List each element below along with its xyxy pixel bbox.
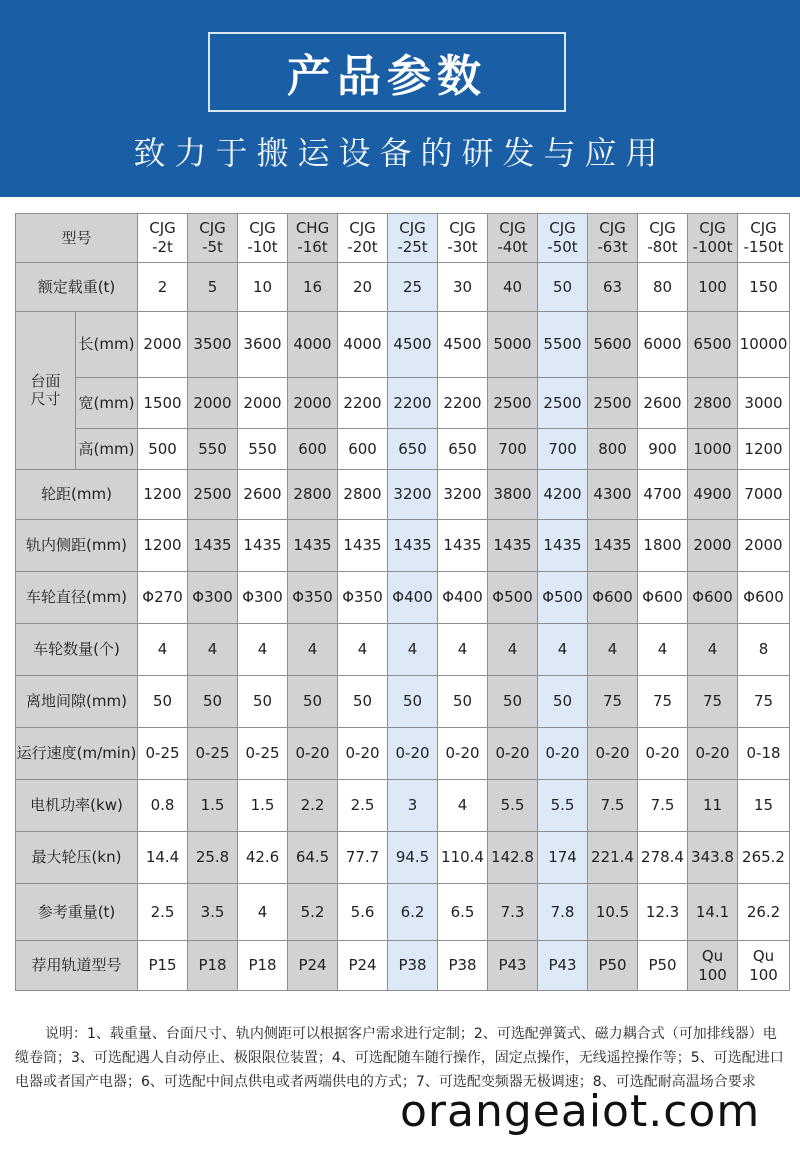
value-cell: 4900 <box>688 470 738 520</box>
value-cell: 3600 <box>238 312 288 378</box>
row-label: 离地间隙(mm) <box>16 676 138 728</box>
model-series: CJG <box>349 219 376 237</box>
row-label: 荐用轨道型号 <box>16 941 138 991</box>
row-label: 参考重量(t) <box>16 884 138 941</box>
value-cell: Φ400 <box>388 572 438 624</box>
table-row <box>16 429 790 470</box>
value-cell: 0-20 <box>338 728 388 780</box>
value-cell: 1435 <box>388 520 438 572</box>
value-cell: 4 <box>138 624 188 676</box>
value-cell: 1500 <box>138 378 188 429</box>
value-cell: 2.5 <box>338 780 388 832</box>
value-cell: 50 <box>488 676 538 728</box>
title-box <box>208 32 566 112</box>
value-cell: P50 <box>588 941 638 991</box>
value-cell <box>688 941 738 991</box>
value-cell: 2500 <box>488 378 538 429</box>
model-capacity: -10t <box>247 238 278 256</box>
value-cell: 1200 <box>138 470 188 520</box>
value-cell: 2500 <box>188 470 238 520</box>
row-label: 轮距(mm) <box>16 470 138 520</box>
value-cell: 1.5 <box>238 780 288 832</box>
model-cell <box>488 214 538 263</box>
value-cell: 5.2 <box>288 884 338 941</box>
value-cell: 150 <box>738 263 790 312</box>
model-label: 型号 <box>16 214 138 263</box>
value-cell: 40 <box>488 263 538 312</box>
value-cell: 15 <box>738 780 790 832</box>
value-cell: 2800 <box>338 470 388 520</box>
value-cell: P38 <box>388 941 438 991</box>
table-row <box>16 676 790 728</box>
value-cell: 4700 <box>638 470 688 520</box>
model-series: CJG <box>599 219 626 237</box>
value-cell: 63 <box>588 263 638 312</box>
value-cell: 3000 <box>738 378 790 429</box>
value-cell: 1200 <box>738 429 790 470</box>
row-label: 轨内侧距(mm) <box>16 520 138 572</box>
value-cell: 0-25 <box>138 728 188 780</box>
model-series: CJG <box>399 219 426 237</box>
value-cell: 2200 <box>438 378 488 429</box>
value-cell: 3800 <box>488 470 538 520</box>
value-cell: 8 <box>738 624 790 676</box>
model-capacity: -2t <box>152 238 173 256</box>
value-cell: 1200 <box>138 520 188 572</box>
value-cell: 1000 <box>688 429 738 470</box>
value-cell: 4 <box>538 624 588 676</box>
value-cell: 25 <box>388 263 438 312</box>
model-series: CJG <box>249 219 276 237</box>
value-text: Qu 100 <box>698 946 727 984</box>
value-cell: 2200 <box>388 378 438 429</box>
value-cell: 2800 <box>288 470 338 520</box>
value-cell: 2000 <box>738 520 790 572</box>
value-cell: 0-20 <box>388 728 438 780</box>
value-cell: 7.3 <box>488 884 538 941</box>
table-row <box>16 378 790 429</box>
value-cell: 94.5 <box>388 832 438 884</box>
row-label: 最大轮压(kn) <box>16 832 138 884</box>
model-capacity: -150t <box>743 238 784 256</box>
value-cell: 5600 <box>588 312 638 378</box>
notes-text: 说明：1、载重量、台面尺寸、轨内侧距可以根据客户需求进行定制；2、可选配弹簧式、磁力耦合式（可加排线器）电缆卷筒；3、可选配遇人自动停止、极限限位装置；4、可选配随车随行操作，固定点操作，无线遥控操作等；5、可选配进口电器或者国产电器；6、可选配中间点供电或者两端供电的方式；7、可选配变频器无极调速；8、可选配耐高温场合要求 <box>15 1026 784 1090</box>
value-cell: 1435 <box>588 520 638 572</box>
value-cell: 0-20 <box>688 728 738 780</box>
value-cell: 1435 <box>538 520 588 572</box>
model-capacity: -50t <box>547 238 578 256</box>
value-cell: 42.6 <box>238 832 288 884</box>
value-cell: P24 <box>288 941 338 991</box>
value-cell: Φ600 <box>588 572 638 624</box>
value-cell: 0-20 <box>538 728 588 780</box>
model-cell <box>238 214 288 263</box>
value-cell: 700 <box>488 429 538 470</box>
value-cell: 4 <box>238 624 288 676</box>
table-row <box>16 832 790 884</box>
value-cell: 600 <box>288 429 338 470</box>
value-cell: 1435 <box>488 520 538 572</box>
model-cell <box>438 214 488 263</box>
value-cell: 4 <box>338 624 388 676</box>
value-cell: 75 <box>638 676 688 728</box>
value-cell: 0-18 <box>738 728 790 780</box>
model-cell <box>538 214 588 263</box>
value-cell: 50 <box>188 676 238 728</box>
platform-size-label <box>16 312 76 470</box>
value-cell: 10 <box>238 263 288 312</box>
value-cell: 3200 <box>438 470 488 520</box>
value-cell: 7.5 <box>638 780 688 832</box>
value-cell: 11 <box>688 780 738 832</box>
model-capacity: -5t <box>202 238 223 256</box>
value-cell: Φ600 <box>638 572 688 624</box>
value-cell: 5 <box>188 263 238 312</box>
value-cell: 4200 <box>538 470 588 520</box>
value-cell: 64.5 <box>288 832 338 884</box>
value-cell: 2000 <box>688 520 738 572</box>
value-cell: 1435 <box>288 520 338 572</box>
value-cell: 4 <box>438 624 488 676</box>
value-cell: Φ600 <box>738 572 790 624</box>
model-cell <box>338 214 388 263</box>
value-cell: 14.4 <box>138 832 188 884</box>
value-cell: 110.4 <box>438 832 488 884</box>
model-cell <box>688 214 738 263</box>
page-title: 产品参数 <box>287 51 487 102</box>
value-cell: 2.2 <box>288 780 338 832</box>
value-cell: P43 <box>488 941 538 991</box>
platform-size-text: 台面尺寸 <box>30 372 61 408</box>
value-cell: 50 <box>288 676 338 728</box>
value-cell: 20 <box>338 263 388 312</box>
value-cell: 4 <box>388 624 438 676</box>
value-cell: 5.6 <box>338 884 388 941</box>
value-cell: 1435 <box>238 520 288 572</box>
value-cell: 550 <box>188 429 238 470</box>
value-cell: 650 <box>388 429 438 470</box>
value-cell: 25.8 <box>188 832 238 884</box>
value-cell: 50 <box>538 263 588 312</box>
row-label: 长(mm) <box>76 312 138 378</box>
value-cell: 2600 <box>638 378 688 429</box>
value-cell: 4 <box>438 780 488 832</box>
value-cell: 2600 <box>238 470 288 520</box>
value-cell: 100 <box>688 263 738 312</box>
value-cell: 3 <box>388 780 438 832</box>
value-cell: P43 <box>538 941 588 991</box>
value-cell: Φ300 <box>238 572 288 624</box>
value-cell: Φ500 <box>488 572 538 624</box>
value-cell: 14.1 <box>688 884 738 941</box>
value-cell: 1.5 <box>188 780 238 832</box>
value-cell: 4 <box>688 624 738 676</box>
table-row <box>16 941 790 991</box>
row-label: 车轮直径(mm) <box>16 572 138 624</box>
value-cell: Φ600 <box>688 572 738 624</box>
row-label: 额定载重(t) <box>16 263 138 312</box>
value-cell: 10000 <box>738 312 790 378</box>
value-cell: 4 <box>488 624 538 676</box>
spec-table <box>15 213 790 991</box>
value-cell: 7.5 <box>588 780 638 832</box>
value-cell: 5.5 <box>488 780 538 832</box>
value-cell: 80 <box>638 263 688 312</box>
value-cell: P38 <box>438 941 488 991</box>
value-cell: 0-20 <box>488 728 538 780</box>
value-cell: 5.5 <box>538 780 588 832</box>
value-cell: 30 <box>438 263 488 312</box>
model-capacity: -100t <box>692 238 733 256</box>
model-capacity: -20t <box>347 238 378 256</box>
value-cell: 6500 <box>688 312 738 378</box>
value-cell: 700 <box>538 429 588 470</box>
value-cell: 3200 <box>388 470 438 520</box>
value-cell: P15 <box>138 941 188 991</box>
value-cell: 50 <box>138 676 188 728</box>
value-cell: 0-20 <box>438 728 488 780</box>
value-cell: 50 <box>538 676 588 728</box>
value-cell: 10.5 <box>588 884 638 941</box>
value-cell: 2200 <box>338 378 388 429</box>
table-row <box>16 728 790 780</box>
value-cell: 0-20 <box>288 728 338 780</box>
value-cell: 50 <box>338 676 388 728</box>
model-cell <box>288 214 338 263</box>
value-cell: 75 <box>688 676 738 728</box>
value-text: Qu 100 <box>749 946 778 984</box>
value-cell: Φ350 <box>338 572 388 624</box>
value-cell: 6.2 <box>388 884 438 941</box>
table-row <box>16 884 790 941</box>
value-cell: 650 <box>438 429 488 470</box>
value-cell: 800 <box>588 429 638 470</box>
value-cell: 4 <box>238 884 288 941</box>
model-cell <box>638 214 688 263</box>
value-cell: 600 <box>338 429 388 470</box>
value-cell: 0-20 <box>588 728 638 780</box>
model-series: CJG <box>499 219 526 237</box>
value-cell: 2500 <box>538 378 588 429</box>
value-cell: 2.5 <box>138 884 188 941</box>
value-cell: 5000 <box>488 312 538 378</box>
row-label: 电机功率(kw) <box>16 780 138 832</box>
value-cell: 900 <box>638 429 688 470</box>
value-cell: 2000 <box>288 378 338 429</box>
model-series: CJG <box>449 219 476 237</box>
value-cell: 5500 <box>538 312 588 378</box>
value-cell: 174 <box>538 832 588 884</box>
value-cell: Φ500 <box>538 572 588 624</box>
model-capacity: -30t <box>447 238 478 256</box>
value-cell: 1435 <box>338 520 388 572</box>
value-cell: P50 <box>638 941 688 991</box>
value-cell: 4500 <box>388 312 438 378</box>
value-cell: 4000 <box>288 312 338 378</box>
table-row <box>16 624 790 676</box>
model-capacity: -40t <box>497 238 528 256</box>
value-cell: P24 <box>338 941 388 991</box>
row-label: 宽(mm) <box>76 378 138 429</box>
value-cell: Φ270 <box>138 572 188 624</box>
model-capacity: -25t <box>397 238 428 256</box>
model-series: CJG <box>549 219 576 237</box>
model-cell <box>588 214 638 263</box>
value-cell: Φ300 <box>188 572 238 624</box>
value-cell: 75 <box>588 676 638 728</box>
value-cell: Φ350 <box>288 572 338 624</box>
value-cell: 3500 <box>188 312 238 378</box>
model-cell <box>138 214 188 263</box>
value-cell: 278.4 <box>638 832 688 884</box>
row-label: 车轮数量(个) <box>16 624 138 676</box>
value-cell: 0-25 <box>238 728 288 780</box>
value-cell: P18 <box>238 941 288 991</box>
value-cell: 0.8 <box>138 780 188 832</box>
value-cell: 75 <box>738 676 790 728</box>
page-subtitle: 致力于搬运设备的研发与应用 <box>133 134 667 172</box>
value-cell: 2800 <box>688 378 738 429</box>
value-cell <box>738 941 790 991</box>
row-label: 高(mm) <box>76 429 138 470</box>
model-cell <box>738 214 790 263</box>
table-row <box>16 263 790 312</box>
value-cell: 1435 <box>188 520 238 572</box>
value-cell: 500 <box>138 429 188 470</box>
value-cell: 2000 <box>188 378 238 429</box>
value-cell: 2 <box>138 263 188 312</box>
model-cell <box>188 214 238 263</box>
table-row <box>16 214 790 263</box>
value-cell: 16 <box>288 263 338 312</box>
model-series: CJG <box>149 219 176 237</box>
model-cell <box>388 214 438 263</box>
model-capacity: -80t <box>647 238 678 256</box>
value-cell: 50 <box>388 676 438 728</box>
model-capacity: -16t <box>297 238 328 256</box>
value-cell: 26.2 <box>738 884 790 941</box>
table-row <box>16 470 790 520</box>
value-cell: 6.5 <box>438 884 488 941</box>
value-cell: 0-20 <box>638 728 688 780</box>
value-cell: 221.4 <box>588 832 638 884</box>
watermark: orangeaiot.com <box>400 1086 761 1137</box>
table-row <box>16 572 790 624</box>
value-cell: 4 <box>288 624 338 676</box>
model-series: CJG <box>199 219 226 237</box>
table-row <box>16 780 790 832</box>
value-cell: 7.8 <box>538 884 588 941</box>
value-cell: 2500 <box>588 378 638 429</box>
value-cell: 50 <box>238 676 288 728</box>
value-cell: 4 <box>638 624 688 676</box>
value-cell: 77.7 <box>338 832 388 884</box>
value-cell: 4500 <box>438 312 488 378</box>
value-cell: 50 <box>438 676 488 728</box>
model-capacity: -63t <box>597 238 628 256</box>
value-cell: 0-25 <box>188 728 238 780</box>
value-cell: 1435 <box>438 520 488 572</box>
value-cell: 2000 <box>138 312 188 378</box>
model-series: CJG <box>699 219 726 237</box>
model-series: CJG <box>750 219 777 237</box>
row-label: 运行速度(m/min) <box>16 728 138 780</box>
value-cell: 4 <box>188 624 238 676</box>
value-cell: 265.2 <box>738 832 790 884</box>
table-row <box>16 520 790 572</box>
value-cell: 4 <box>588 624 638 676</box>
value-cell: 4300 <box>588 470 638 520</box>
value-cell: 343.8 <box>688 832 738 884</box>
value-cell: 6000 <box>638 312 688 378</box>
value-cell: 3.5 <box>188 884 238 941</box>
value-cell: 550 <box>238 429 288 470</box>
model-series: CJG <box>649 219 676 237</box>
header-banner <box>0 0 800 197</box>
value-cell: P18 <box>188 941 238 991</box>
value-cell: 2000 <box>238 378 288 429</box>
table-row <box>16 312 790 378</box>
value-cell: 12.3 <box>638 884 688 941</box>
value-cell: 142.8 <box>488 832 538 884</box>
value-cell: 4000 <box>338 312 388 378</box>
value-cell: 7000 <box>738 470 790 520</box>
value-cell: Φ400 <box>438 572 488 624</box>
model-series: CHG <box>295 219 330 237</box>
value-cell: 1800 <box>638 520 688 572</box>
